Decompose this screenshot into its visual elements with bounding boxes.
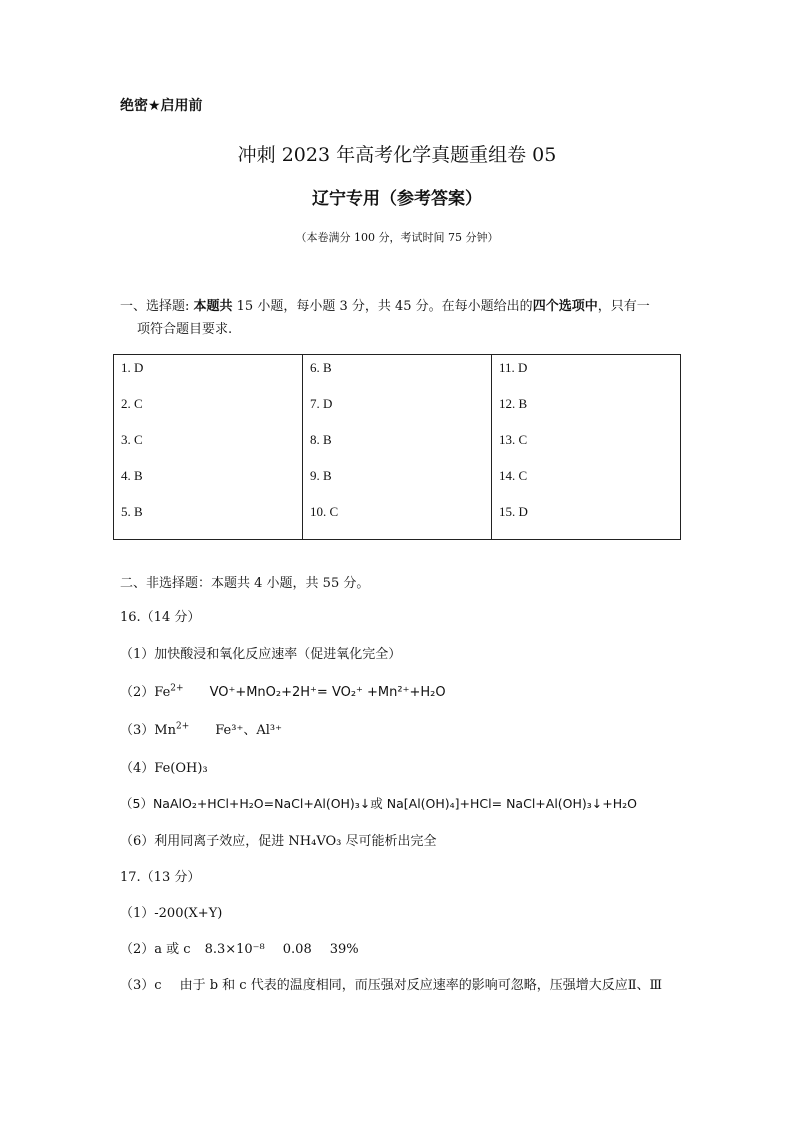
section1-mid: 15 小题，每小题 3 分，共 45 分。在每小题给出的 xyxy=(232,299,533,314)
q16-answer-1: （1）加快酸浸和氧化反应速率（促进氧化完全） xyxy=(120,647,402,662)
q16-a3-rest: Fe³⁺、Al³⁺ xyxy=(215,723,282,738)
q17-answer-2 xyxy=(120,938,359,957)
answer-item: 7. D xyxy=(310,396,333,411)
answer-item: 11. D xyxy=(499,360,528,375)
q17-a2-value-3: 39% xyxy=(329,942,359,957)
confidential-label: 绝密★启用前 xyxy=(120,98,203,114)
q16-answer-2 xyxy=(120,681,446,700)
answer-column-1 xyxy=(114,355,303,540)
exam-note: （本卷满分 100 分，考试时间 75 分钟） xyxy=(295,231,499,244)
answer-item: 2. C xyxy=(121,396,143,411)
q16-a3-prefix: （3）Mn xyxy=(120,723,176,738)
answer-item: 10. C xyxy=(310,504,339,519)
q16-label: 16.（14 分） xyxy=(120,610,201,625)
q17-answer-3 xyxy=(120,974,662,993)
page-title: 冲刺 2023 年高考化学真题重组卷 05 xyxy=(237,144,557,166)
answer-item: 4. B xyxy=(121,468,143,483)
section1-prefix: 一、选择题: xyxy=(120,299,194,314)
q16-answer-5: （5）NaAlO₂+HCl+H₂O=NaCl+Al(OH)₃↓或 Na[Al(OH)₄]+HCl= NaCl+Al(OH)₃↓+H₂O xyxy=(120,796,637,811)
section1-heading xyxy=(120,295,650,314)
q17-a3-text: 由于 b 和 c 代表的温度相同，而压强对反应速率的影响可忽略，压强增大反应Ⅱ、Ⅲ xyxy=(179,978,663,993)
q17-label: 17.（13 分） xyxy=(120,870,201,885)
answer-item: 9. B xyxy=(310,468,332,483)
q16-a2-sup: 2+ xyxy=(170,683,184,694)
q16-answer-3 xyxy=(120,719,282,738)
answer-table xyxy=(113,354,681,540)
section1-end: ，只有一 xyxy=(597,299,650,314)
answer-item: 5. B xyxy=(121,504,143,519)
answer-item: 13. C xyxy=(499,432,528,447)
q17-a2-value-1: 8.3×10⁻⁸ xyxy=(204,942,265,957)
q16-answer-6: （6）利用同离子效应，促进 NH₄VO₃ 尽可能析出完全 xyxy=(120,834,437,849)
answer-item: 6. B xyxy=(310,360,332,375)
answer-item: 14. C xyxy=(499,468,528,483)
section2-heading: 二、非选择题：本题共 4 小题，共 55 分。 xyxy=(120,576,370,591)
answer-item: 15. D xyxy=(499,504,528,519)
page-subtitle: 辽宁专用（参考答案） xyxy=(312,189,482,209)
q17-a2-value-2: 0.08 xyxy=(282,942,312,957)
answer-column-2 xyxy=(303,355,492,540)
q16-answer-4: （4）Fe(OH)₃ xyxy=(120,761,208,776)
section1-heading-cont: 项符合题目要求. xyxy=(137,322,233,337)
q17-a2-prefix: （2）a 或 c xyxy=(120,942,191,957)
q16-a2-prefix: （2）Fe xyxy=(120,685,171,700)
answer-item: 1. D xyxy=(121,360,144,375)
answer-item: 12. B xyxy=(499,396,528,411)
answer-column-3 xyxy=(492,355,681,540)
answer-item: 3. C xyxy=(121,432,143,447)
q16-a3-sup: 2+ xyxy=(175,721,190,732)
q17-a3-prefix: （3）c xyxy=(120,978,162,993)
answer-item: 8. B xyxy=(310,432,332,447)
section1-bold2: 四个选项中 xyxy=(532,299,598,314)
section1-bold: 本题共 xyxy=(193,299,233,314)
q17-answer-1: （1）-200(X+Y) xyxy=(120,906,223,921)
q16-a2-equation: VO⁺+MnO₂+2H⁺= VO₂⁺ +Mn²⁺+H₂O xyxy=(209,685,446,700)
